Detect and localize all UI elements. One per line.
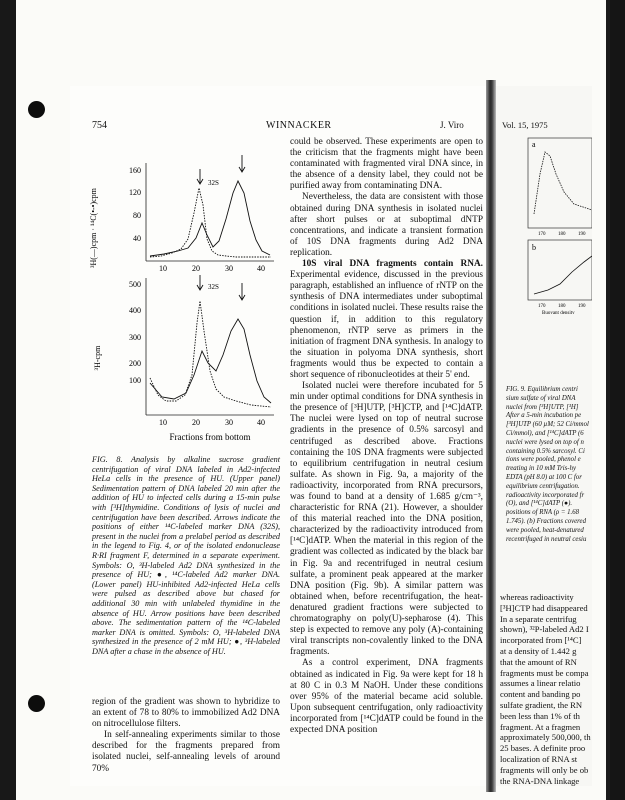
fig9-caption-line: nuclei from [³H]UTP, [³H] bbox=[506, 403, 579, 411]
next-page-line: fragments will only be ob bbox=[500, 764, 589, 775]
scan-right-edge bbox=[610, 0, 625, 800]
section-body: Experimental evidence, discussed in the previous paragraph, established an influence of rNTP on the synthesis of DNA intermediates under suboptimal conditions in isolated nuclei. These results raise the question if, in addition to this regulatory phenomenon, rNTP serve as primers in the initiation of fragment DNA synthesis. In analogy to the situation in polyoma DNA synthesis, short fragments would thus be expected to contain a short sequence of ribonucleotides at their 5' end. bbox=[290, 270, 483, 380]
fig8-top-ylabel: ³H(—)cpm · ¹⁴C(•-•)cpm bbox=[89, 188, 98, 268]
fig9-caption-line: recentrifuged in neutral cesiu bbox=[506, 535, 587, 543]
fig8-top-panel bbox=[89, 155, 274, 273]
fig8-top-ytick: 80 bbox=[133, 211, 141, 220]
fig8-bottom-xtick: 20 bbox=[192, 418, 200, 427]
fig8-top-ytick: 160 bbox=[129, 166, 141, 175]
fig8-bottom-hu-curve bbox=[150, 319, 271, 403]
next-page-line: approximately 500,000, th bbox=[500, 732, 591, 743]
fig8-bottom-ytick: 400 bbox=[129, 306, 141, 315]
fig8-bottom-xtick: 30 bbox=[225, 418, 233, 427]
fig9a-curve bbox=[534, 152, 592, 214]
fig9-caption-line: positions of RNA (ρ = 1.68 bbox=[506, 509, 580, 517]
figure-8 bbox=[86, 143, 286, 443]
right-paragraph-4: Isolated nuclei were therefore incubated for 5 min under optimal conditions for DNA synthesis in the presence of [³H]UTP, [³H]CTP, and [¹⁴C]dATP. The nuclei were lysed on top of neutral sucrose gradients in the presence of 0.5% sarcosyl and centrifuged as described above. Fractions containing the 10S DNA fragments were subjected to equilibrium centrifugation in neutral cesium sulfate. As shown in Fig. 9a, a majority of the radioactivity, incorporated from RNA precursors, was found to band at a density of 1.685 g/cm⁻³, characteristic for RNA (21). However, a shoulder of this material reached into the DNA position, characterized by the radioactivity introduced from [¹⁴C]dATP. When the material in this region of the gradient was collected as indicated by the black bar in Fig. 9a and recentrifuged in neutral cesium sulfate, a prominent peak appeared at the marker DNA position (Fig. 9b). A similar pattern was obtained when, before recentrifugation, the heat-denatured gradient fractions were subjected to chromatography on poly(U)-sepharose (4). This step is expected to remove any poly (A)-containing viral transcripts non-covalently linked to the DNA fragments. bbox=[290, 381, 483, 658]
fig8-bottom-ytick: 100 bbox=[129, 376, 141, 385]
next-page-line: at a density of 1.442 g bbox=[500, 645, 577, 656]
running-title: WINNACKER bbox=[266, 120, 332, 131]
left-paragraph: region of the gradient was shown to hybridize to an extent of 78 to 80% to immobilized Ad2 DNA on nitrocellulose filters. bbox=[92, 697, 280, 730]
fig8-top-32s-label: 32S bbox=[208, 179, 219, 187]
right-paragraph-5: As a control experiment, DNA fragments obtained as indicated in Fig. 9a were kept for 18 h at 80 C in 0.3 M NaOH. Under these conditions over 95% of the material became acid soluble. Upon subsequent centrifugation, only radioactivity incorporated from [¹⁴C]dATP could be found in the expected DNA position bbox=[290, 658, 483, 735]
next-page-line: In a separate centrifug bbox=[500, 613, 577, 624]
fig9-caption-line: Ci/mmol), and [¹⁴C]dATP (6 bbox=[506, 429, 584, 437]
fig8-bottom-chase-curve bbox=[150, 301, 271, 407]
fig8-bottom-ytick: 300 bbox=[129, 333, 141, 342]
next-page-text bbox=[500, 592, 591, 786]
fig9-caption bbox=[506, 386, 589, 544]
journal-abbrev: J. Viro bbox=[440, 120, 464, 130]
next-page-header: Vol. 15, 1975 bbox=[502, 120, 548, 130]
fig8-top-xtick: 20 bbox=[192, 264, 200, 273]
fig9-caption-line: EDTA (pH 8.0) at 100 C for bbox=[506, 473, 582, 481]
fig9a-tick: 180 bbox=[558, 232, 566, 237]
next-page-line: [³H]CTP had disappeared bbox=[500, 602, 588, 613]
fig9a-tick: 190 bbox=[578, 232, 586, 237]
section-title: 10S viral DNA fragments contain RNA. bbox=[302, 259, 483, 270]
next-page-line: sulfate gradient, the RN bbox=[500, 699, 583, 710]
fig9b-tick: 170 bbox=[538, 304, 546, 309]
left-column-text bbox=[92, 697, 280, 775]
fig8-top-ytick: 120 bbox=[129, 188, 141, 197]
left-paragraph: In self-annealing experiments similar to those described for the fragments prepared from isolated nuclei, self-annealing levels of around 70% bbox=[92, 730, 280, 774]
fig9-caption-line: nuclei were lysed on top of n bbox=[506, 438, 584, 446]
fig8-bottom-32s-label: 32S bbox=[208, 283, 219, 291]
fig9-caption-line: [³H]UTP (60 µM; 52 Ci/mmol bbox=[506, 421, 589, 429]
fig9-caption-line: tions were pooled, phenol e bbox=[506, 456, 581, 464]
fig8-xlabel: Fractions from bottom bbox=[169, 432, 251, 442]
fig8-caption bbox=[92, 455, 280, 656]
fig8-top-xtick: 10 bbox=[159, 264, 167, 273]
next-page-line: fragment. At a fragmen bbox=[500, 721, 581, 732]
fig8-top-xtick: 40 bbox=[257, 264, 265, 273]
fig9-caption-line: radioactivity incorporated fr bbox=[506, 491, 585, 499]
fig9a-tick: 170 bbox=[538, 232, 546, 237]
figure-9 bbox=[498, 134, 592, 314]
fig8-bottom-panel bbox=[93, 275, 274, 427]
right-column-text bbox=[290, 137, 483, 736]
right-paragraph-1: could be observed. These experiments are open to the criticism that the fragments might have been contaminated with fragmented viral DNA since, in the absence of a density label, they could not be purified away from contaminating DNA. bbox=[290, 137, 483, 192]
next-page-line: incorporated from [¹⁴C] bbox=[500, 635, 582, 646]
next-page-line: localization of RNA st bbox=[500, 753, 578, 764]
fig8-top-ytick: 40 bbox=[133, 234, 141, 243]
fig9-caption-line: (O), and [¹⁴C]dATP (●). bbox=[506, 500, 573, 508]
fig9-axis-label: Buoyant density bbox=[542, 311, 575, 314]
fig9-caption-line: 1.745). (b) Fractions covered bbox=[506, 517, 586, 525]
fig9-caption-line: FIG. 9. Equilibrium centri bbox=[506, 386, 578, 393]
journal-page-755 bbox=[496, 86, 592, 786]
next-page-line: content and banding po bbox=[500, 689, 581, 700]
right-paragraph-2: Nevertheless, the data are consistent with those obtained during DNA synthesis in isolated nuclei after short pulses or at suboptimal dNTP concentrations, and indicate a transient formation of 10S DNA fragments during Ad2 DNA replication. bbox=[290, 192, 483, 258]
fig8-top-h3-curve bbox=[150, 181, 270, 256]
fig8-bottom-xtick: 10 bbox=[159, 418, 167, 427]
fig9-panel-b: b bbox=[532, 243, 536, 252]
fig8-top-xtick: 30 bbox=[225, 264, 233, 273]
fig9-caption-line: After a 5-min incubation pe bbox=[506, 412, 582, 420]
fig8-bottom-ylabel: ³H-cpm bbox=[93, 345, 102, 371]
fig9-caption-line: containing 0.5% sarcosyl. Ci bbox=[506, 447, 585, 455]
fig9b-tick: 190 bbox=[578, 304, 586, 309]
next-page-line: shown), ³²P-labeled Ad2 I bbox=[500, 624, 589, 635]
fig8-bottom-arrow-32s bbox=[197, 275, 203, 290]
next-page-line: been less than 1% of th bbox=[500, 710, 580, 721]
fig8-top-arrow-f bbox=[239, 155, 245, 172]
fig8-bottom-ytick: 500 bbox=[129, 280, 141, 289]
fig9b-curve bbox=[534, 256, 592, 294]
fig9-caption-line: were pooled, heat-denatured bbox=[506, 526, 584, 534]
section-paragraph bbox=[290, 259, 483, 381]
fig8-bottom-xtick: 40 bbox=[257, 418, 265, 427]
next-page-line: fragments must be compa bbox=[500, 667, 589, 678]
next-page-line: that the amount of RN bbox=[500, 656, 577, 667]
fig8-top-arrow-32s bbox=[197, 169, 203, 184]
fig8-top-marker-curve bbox=[150, 188, 271, 257]
next-page-line: whereas radioactivity bbox=[500, 592, 574, 602]
punch-hole-top bbox=[28, 101, 45, 118]
fig8-bottom-ytick: 200 bbox=[129, 359, 141, 368]
punch-hole-bottom bbox=[28, 695, 45, 712]
fig8-caption-text: FIG. 8. Analysis by alkaline sucrose gradient centrifugation of viral DNA labeled in Ad2-infected HeLa cells in the presence of HU. (Upper panel) Sedimentation pattern of DNA labeled 20 min after the addition of HU to infected cells during a 15-min pulse with [³H]thymidine. Conditions of lysis of nuclei and centrifugation have been described. Arrows indicate the positions of either ¹⁴C-labeled marker DNA (32S), present in the nuclei from a prelabel period as described in the legend to Fig. 4, or of the isolated endonuclease R·RI fragment F, determined in a separate experiment. Symbols: O, ³H-labeled Ad2 DNA synthesized in the presence of HU; ●, ¹⁴C-labeled Ad2 marker DNA. (Lower panel) HU-inhibited Ad2-infected HeLa cells were pulsed as described above but chased for additional 30 min with unlabeled thymidine in the absence of HU. Arrow positions have been described above. The sedimentation pattern of the ¹⁴C-labeled marker DNA is omitted. Symbols: O, ³H-labeled DNA synthesized in the presence of 2 mM HU; ●, ³H-labeled DNA after a chase in the absence of HU. bbox=[92, 455, 280, 656]
fig9-panel-a: a bbox=[532, 140, 536, 149]
next-page-line: the RNA-DNA linkage bbox=[500, 775, 580, 786]
fig9-caption-line: equilibrium centrifugation. bbox=[506, 482, 580, 490]
fig9-caption-line: treating in 10 mM Tris-hy bbox=[506, 465, 576, 473]
fig9-caption-line: sium sulfate of viral DNA bbox=[506, 394, 576, 402]
fig9b-tick: 180 bbox=[558, 304, 566, 309]
next-page-line: 25 bases. A definite proo bbox=[500, 743, 586, 754]
next-page-line: assumes a linear relatio bbox=[500, 678, 581, 689]
book-gutter bbox=[486, 80, 496, 792]
fig8-bottom-arrow-f bbox=[239, 283, 245, 300]
page-number: 754 bbox=[92, 120, 107, 131]
